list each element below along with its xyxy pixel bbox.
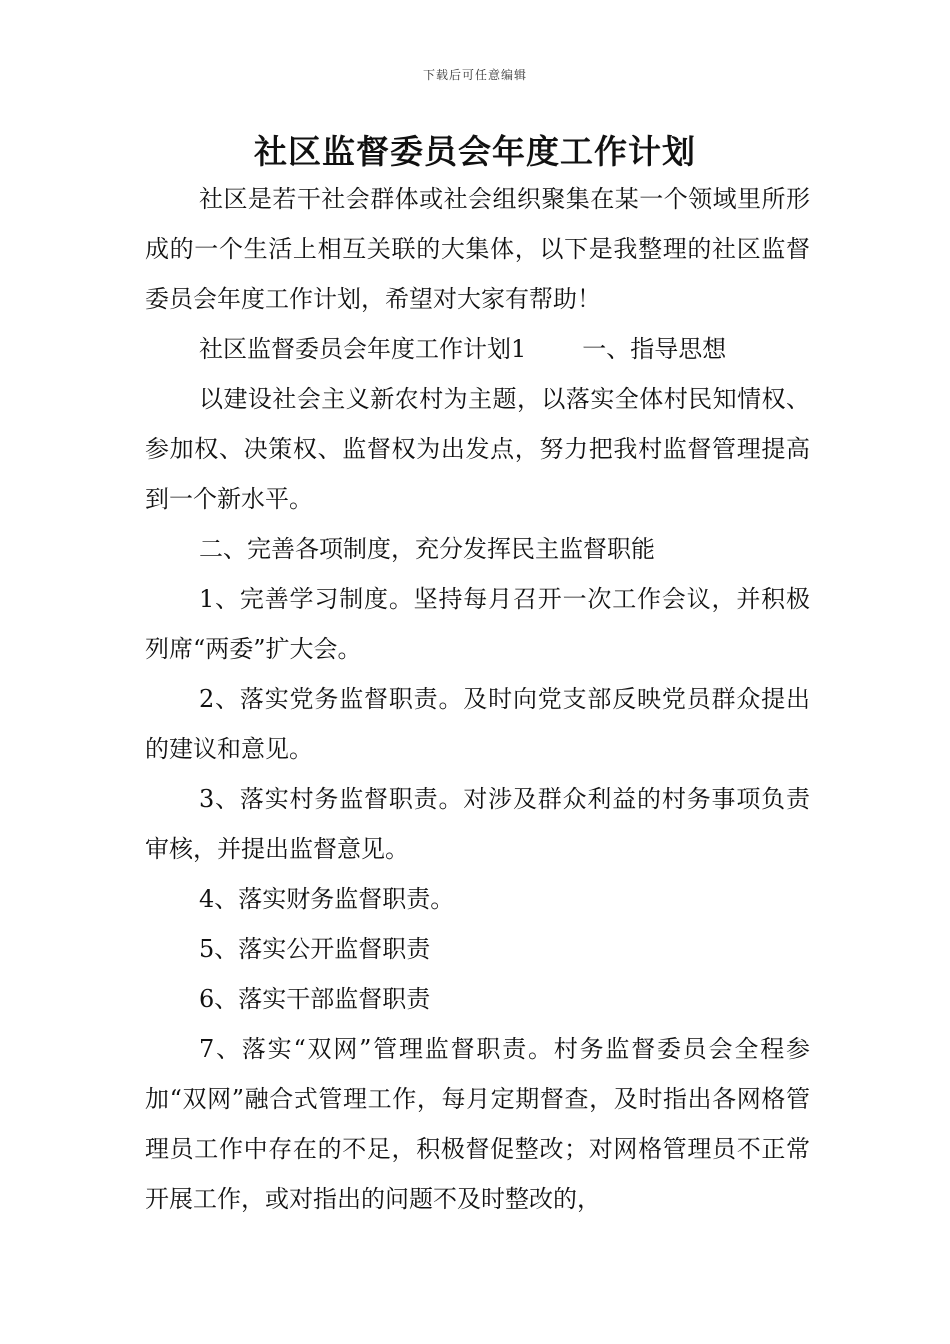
list-item: 7、落实“双网”管理监督职责。村务监督委员会全程参加“双网”融合式管理工作，每月定期督查，及时指出各网格管理员工作中存在的不足，积极督促整改；对网格管理员不正常开展工作，或对指出的问题不及时整改的， xyxy=(145,1035,810,1213)
list-item: 2、落实党务监督职责。及时向党支部反映党员群众提出的建议和意见。 xyxy=(145,685,810,763)
document-body xyxy=(145,174,810,1224)
plan-heading-line xyxy=(145,324,810,374)
list-item: 5、落实公开监督职责 xyxy=(199,935,431,963)
list-item: 4、落实财务监督职责。 xyxy=(199,885,455,913)
list-item: 3、落实村务监督职责。对涉及群众利益的村务事项负责审核，并提出监督意见。 xyxy=(145,785,810,863)
section-heading-guiding-ideology: 一、指导思想 xyxy=(582,335,727,363)
document-title: 社区监督委员会年度工作计划 xyxy=(254,132,696,171)
plan-heading: 社区监督委员会年度工作计划1 xyxy=(199,335,527,363)
intro-paragraph: 社区是若干社会群体或社会组织聚集在某一个领域里所形成的一个生活上相互关联的大集体，以下是我整理的社区监督委员会年度工作计划，希望对大家有帮助！ xyxy=(145,185,810,313)
list-item: 1、完善学习制度。坚持每月召开一次工作会议，并积极列席“两委”扩大会。 xyxy=(145,585,810,663)
header-note: 下载后可任意编辑 xyxy=(422,68,527,82)
section-heading-systems: 二、完善各项制度，充分发挥民主监督职能 xyxy=(199,535,655,563)
guiding-ideology-paragraph: 以建设社会主义新农村为主题，以落实全体村民知情权、参加权、决策权、监督权为出发点，努力把我村监督管理提高到一个新水平。 xyxy=(145,385,810,513)
list-item: 6、落实干部监督职责 xyxy=(199,985,431,1013)
